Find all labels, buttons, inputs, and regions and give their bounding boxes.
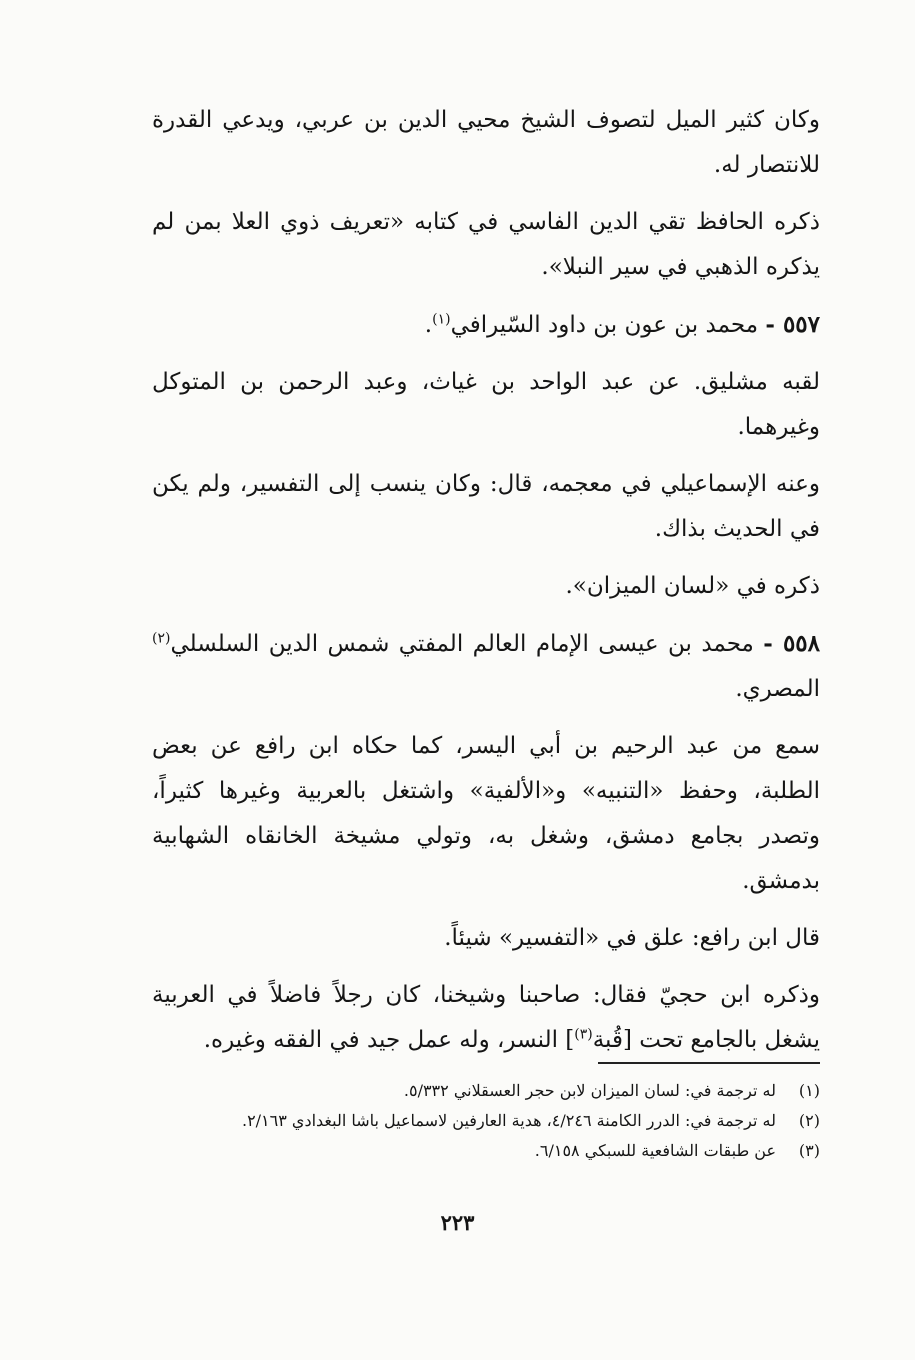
- entry-tail: المصري.: [735, 676, 820, 702]
- footnote-number: (٢): [798, 1111, 820, 1130]
- footnote-text: عن طبقات الشافعية للسبكي ٦/١٥٨.: [534, 1141, 776, 1160]
- paragraph-tail: ] النسر، وله عمل جيد في الفقه وغيره.: [203, 1027, 575, 1053]
- paragraph: [152, 462, 820, 552]
- paragraph: [152, 360, 820, 450]
- paragraph-text: سمع من عبد الرحيم بن أبي اليسر، كما حكاه ابن رافع عن بعض الطلبة، وحفظ «التنبيه» و«الألفية» واشتغل بالعربية وغيرها كثيراً، وتصدر بجامع دمشق، وشغل به، وتولي مشيخة الخانقاه الشهابية بدمشق.: [152, 733, 820, 894]
- footnote-item: [120, 1106, 820, 1136]
- entry-name: محمد بن عيسى الإمام العالم المفتي شمس الدين السلسلي: [170, 631, 754, 657]
- footnote-ref[interactable]: (٣): [574, 1026, 593, 1043]
- entry-number: ٥٥٧ -: [765, 311, 820, 338]
- paragraph: [152, 724, 820, 904]
- paragraph-text: وكان كثير الميل لتصوف الشيخ محيي الدين بن عربي، ويدعي القدرة للانتصار له.: [152, 107, 820, 178]
- footnote-ref[interactable]: (١): [432, 311, 451, 328]
- footnote-item: [120, 1076, 820, 1106]
- paragraph: [152, 916, 820, 961]
- paragraph-text: ذكره الحافظ تقي الدين الفاسي في كتابه «تعريف ذوي العلا بمن لم يذكره الذهبي في سير النبلا».: [152, 209, 820, 280]
- paragraph: [152, 200, 820, 290]
- entry-heading: [152, 621, 820, 712]
- footnote-ref[interactable]: (٢): [152, 630, 171, 647]
- paragraph: [152, 973, 820, 1063]
- paragraph: [152, 564, 820, 609]
- entry-number: ٥٥٨ -: [763, 630, 820, 657]
- paragraph-text: وذكره ابن حجيّ فقال: صاحبنا وشيخنا، كان رجلاً فاضلاً في العربية يشغل بالجامع تحت [قُبة: [152, 982, 820, 1053]
- footnote-number: (٣): [798, 1141, 820, 1160]
- paragraph-text: قال ابن رافع: علق في «التفسير» شيئاً.: [444, 925, 820, 951]
- paragraph-text: لقبه مشليق. عن عبد الواحد بن غياث، وعبد الرحمن بن المتوكل وغيرهما.: [152, 369, 820, 440]
- footnote-text: له ترجمة في: الدرر الكامنة ٤/٢٤٦، هدية العارفين لاسماعيل باشا البغدادي ٢/١٦٣.: [241, 1111, 776, 1130]
- footnote-divider: [598, 1062, 820, 1064]
- main-text: [152, 98, 820, 1075]
- paragraph: [152, 98, 820, 188]
- paragraph-text: وعنه الإسماعيلي في معجمه، قال: وكان ينسب إلى التفسير، ولم يكن في الحديث بذاك.: [152, 471, 820, 542]
- footnotes: [120, 1076, 820, 1166]
- paragraph-text: ذكره في «لسان الميزان».: [565, 573, 820, 599]
- footnote-number: (١): [798, 1081, 820, 1100]
- footnote-text: له ترجمة في: لسان الميزان لابن حجر العسقلاني ٥/٣٣٢.: [403, 1081, 776, 1100]
- page-number: ٢٢٣: [440, 1210, 475, 1235]
- entry-heading: [152, 302, 820, 348]
- footnote-item: [120, 1136, 820, 1166]
- entry-tail: .: [424, 312, 433, 338]
- entry-name: محمد بن عون بن داود السّيرافي: [450, 312, 759, 338]
